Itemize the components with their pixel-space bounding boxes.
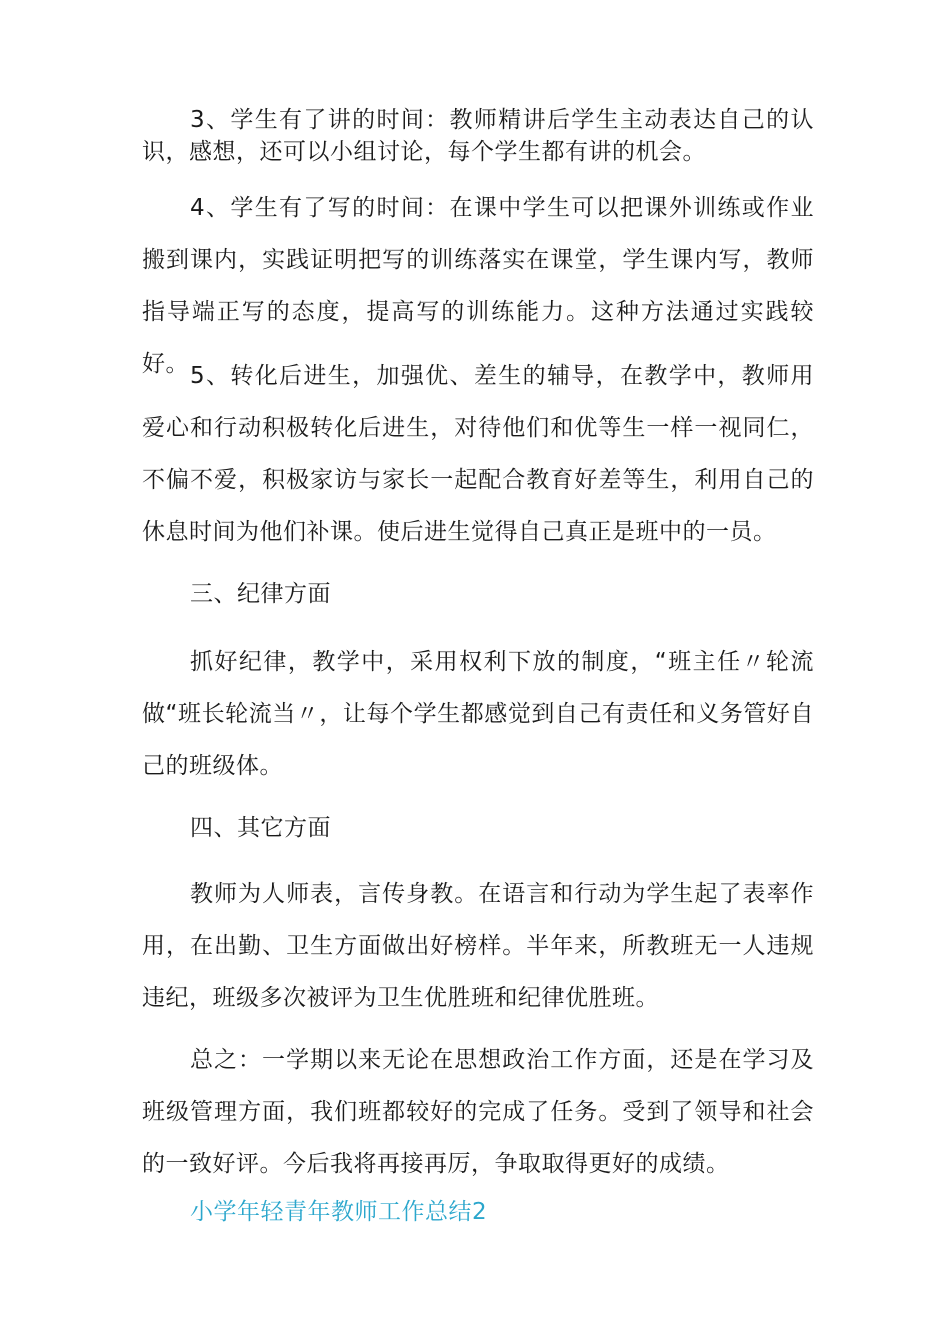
next-article-title-link[interactable]: 小学年轻青年教师工作总结2 [190,1199,488,1225]
paragraph-point-4: 4、学生有了写的时间：在课中学生可以把课外训练或作业搬到课内，实践证明把写的训练落实在课堂，学生课内写，教师指导端正写的态度，提高写的训练能力。这种方法通过实践较好。 [142,195,814,377]
paragraph-summary: 总之：一学期以来无论在思想政治工作方面，还是在学习及班级管理方面，我们班都较好的完成了任务。受到了领导和社会的一致好评。今后我将再接再厉，争取取得更好的成绩。 [142,1047,814,1177]
paragraph-point-3: 3、学生有了讲的时间：教师精讲后学生主动表达自己的认识，感想，还可以小组讨论，每个学生都有讲的机会。 [142,107,814,165]
section-heading-other: 四、其它方面 [190,815,331,841]
paragraph-point-5: 5、转化后进生，加强优、差生的辅导，在教学中，教师用爱心和行动积极转化后进生，对待他们和优等生一样一视同仁，不偏不爱，积极家访与家长一起配合教育好差等生，利用自己的休息时间为他们补课。使后进生觉得自己真正是班中的一员。 [142,363,814,545]
paragraph-other: 教师为人师表，言传身教。在语言和行动为学生起了表率作用，在出勤、卫生方面做出好榜样。半年来，所教班无一人违规违纪，班级多次被评为卫生优胜班和纪律优胜班。 [142,881,814,1011]
section-heading-discipline: 三、纪律方面 [190,581,331,607]
paragraph-discipline: 抓好纪律，教学中，采用权利下放的制度，“班主任〃轮流做“班长轮流当〃，让每个学生都感觉到自己有责任和义务管好自己的班级体。 [142,649,814,779]
